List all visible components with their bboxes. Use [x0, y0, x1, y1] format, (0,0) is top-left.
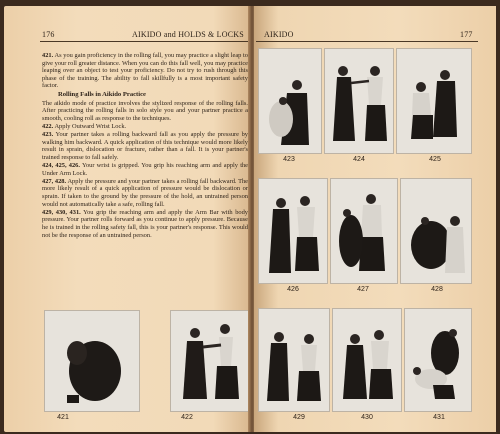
body-text: [42, 52, 248, 240]
caption-422: 422: [181, 414, 193, 421]
caption-431: 431: [433, 414, 445, 421]
paragraph-429-431: 429, 430, 431. You grip the reaching arm and apply the Arm Bar with body pressure. Your partner rolls forward as you continue to apply pressure. Because he is trained in the rolling safety fall, this is your partner's response. This would not be the response of an untrained person.: [42, 208, 248, 239]
right-page: [254, 6, 496, 432]
paragraph-intro: The aikido mode of practice involves the stylized response of the rolling falls. After practicing the rolling falls in solo style you and your partner practice a smooth, cooling roll as response to the techniques.: [42, 99, 248, 122]
section-heading: Rolling Falls in Aikido Practice: [58, 90, 146, 98]
photo-429: [258, 308, 330, 412]
header-rule: [256, 41, 478, 42]
caption-423: 423: [283, 156, 295, 163]
paragraph-427-428: 427, 428. Apply the pressure and your partner takes a rolling fall backward. The more likely result of a quick application of pressure would be dislocation or sprain. If taken to the ground by the pressure of the hold, an untrained person would not automatically take a safe, rolling fall.: [42, 177, 249, 208]
caption-421: 421: [57, 414, 69, 421]
photo-421: [44, 310, 140, 412]
caption-424: 424: [353, 156, 365, 163]
photo-422: [170, 310, 250, 412]
caption-426: 426: [287, 286, 299, 293]
paragraph-421: 421. As you gain proficiency in the rolling fall, you may practice a slight leap to give your roll greater distance. When you can do this fall well, you may practice leaping over an object to test your proficiency. Do not try to rush through this phase of the training. The ability to fall skillfully is a most important safety factor.: [42, 52, 248, 90]
caption-428: 428: [431, 286, 443, 293]
caption-427: 427: [357, 286, 369, 293]
photo-426: [258, 178, 328, 284]
right-page-number: 177: [460, 30, 473, 39]
left-running-head: AIKIDO and HOLDS & LOCKS: [132, 30, 244, 39]
photo-430: [332, 308, 402, 412]
photo-423: [258, 48, 322, 154]
header-rule: [40, 41, 250, 42]
photo-427: [330, 178, 398, 284]
caption-429: 429: [293, 414, 305, 421]
paragraph-422: 422. Apply Outward Wrist Lock.: [42, 122, 127, 130]
photo-428: [400, 178, 472, 284]
photo-425: [396, 48, 472, 154]
caption-425: 425: [429, 156, 441, 163]
left-page-number: 176: [42, 30, 55, 39]
right-running-head: AIKIDO: [264, 30, 294, 39]
left-page: [4, 6, 250, 432]
paragraph-424-426: 424, 425, 426. Your wrist is gripped. You grip his reaching arm and apply the Under Arm Lock.: [42, 162, 248, 177]
photo-424: [324, 48, 394, 154]
photo-431: [404, 308, 472, 412]
caption-430: 430: [361, 414, 373, 421]
paragraph-423: 423. Your partner takes a rolling backward fall as you apply the pressure by walking him backward. A quick application of this technique would more likely result in sprain, dislocation or fracture, rather than a fall. It is your partner's trained response to fall safely.: [42, 131, 248, 161]
